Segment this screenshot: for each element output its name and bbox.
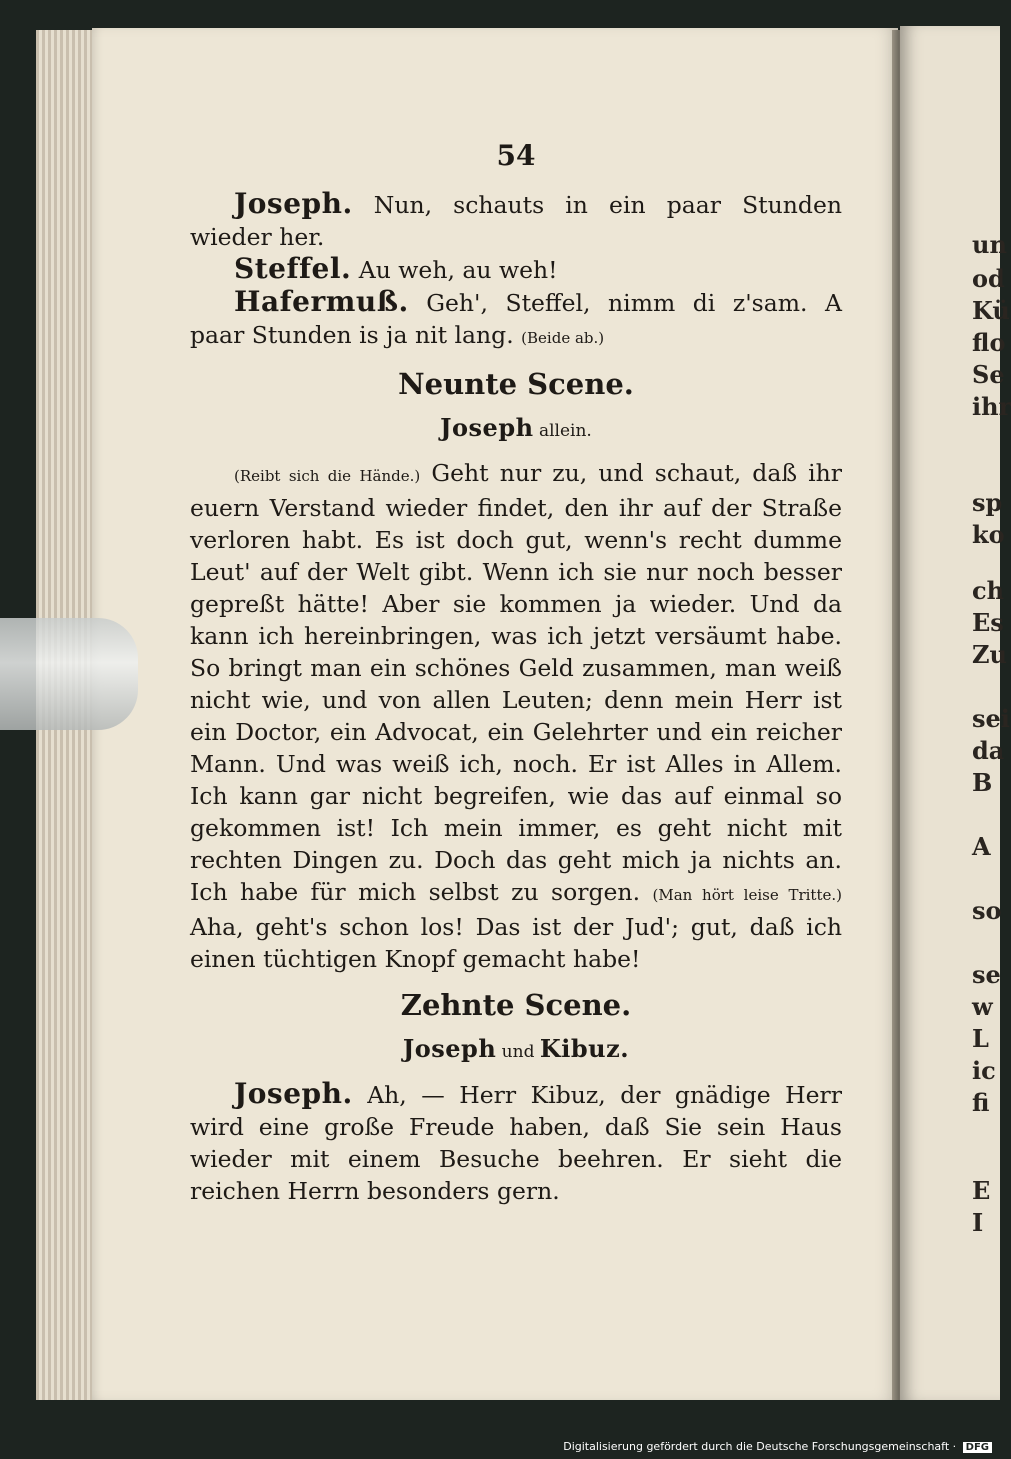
dialogue-line [190,286,842,354]
speaker-name: Joseph. [234,1077,353,1110]
next-page-fragment: sp [972,488,1003,517]
stage-direction: (Reibt sich die Hände.) [234,467,421,485]
next-page-fragment: flo [972,328,1006,357]
next-page-fragment: I [972,1208,984,1237]
dialogue-text: Aha, geht's schon los! Das ist der Jud'; gut, daß ich einen tüchtigen Knopf gemacht habe! [190,913,842,973]
next-page-fragment: se [972,960,1001,989]
dialogue-text: Geh', Steffel, nimm di z'sam. A paar Stunden is ja nit lang. [190,289,842,349]
next-page-fragment: ch [972,576,1005,605]
dialogue-text: Au weh, au weh! [351,256,558,284]
character-note: allein. [533,421,592,441]
dialogue-text: Nun, schauts in ein paar Stunden wieder her. [190,191,842,251]
dfg-logo: DFG [963,1442,992,1453]
next-page-fragment: B [972,768,993,797]
next-page-fragment: A [972,832,991,861]
next-page-fragment: Se [972,360,1005,389]
page-clip [0,618,138,730]
next-page-fragment: ihr [972,392,1011,421]
next-page-fragment: L [972,1024,989,1053]
next-page-fragment: so [972,896,1002,925]
next-page-margin [900,26,1011,1400]
dialogue-line [190,188,842,253]
next-page-fragment: Es [972,608,1004,637]
next-page-fragment: un [972,230,1007,259]
next-page-fragment: ic [972,1056,996,1085]
dialogue-text: Ah, — Herr Kibuz, der gnädige Herr wird eine große Freude haben, daß Sie sein Haus wieder mit einem Besuche beehren. Er sieht die reichen Herrn besonders gern. [190,1081,842,1205]
credit-text: Digitalisierung gefördert durch die Deutsche Forschungsgemeinschaft [563,1440,950,1453]
dialogue-text: Geht nur zu, und schaut, daß ihr euern Verstand wieder findet, den ihr auf der Straße verloren habt. Es ist doch gut, wenn's recht dumme Leut' auf der Welt gibt. Wenn ich sie nur noch besser gepreßt hätte! Aber sie kommen ja wieder. Und da kann ich hereinbringen, was ich jetzt versäumt habe. So bringt man ein schönes Geld zusammen, man weiß nicht wie, und von allen Leuten; denn mein Herr ist ein Doctor, ein Advocat, ein Gelehrter und ein reicher Mann. Und was weiß ich, noch. Er ist Alles in Allem. Ich kann gar nicht begreifen, wie das auf einmal so gekommen ist! Ich mein immer, es geht nicht mit rechten Dingen zu. Doch das geht mich ja nichts an. Ich habe für mich selbst zu sorgen. [190,459,843,906]
character-name: Joseph [440,413,534,442]
dialogue-line [190,253,842,286]
speaker-name: Steffel. [234,252,352,285]
next-page-fragment: Zu [972,640,1007,669]
speaker-name: Joseph. [234,187,353,220]
page-number: 54 [496,139,536,172]
scene-characters [190,1033,842,1068]
next-page-fragment: Kü [972,296,1010,325]
next-page-fragment: ko [972,520,1005,549]
digitization-credit: Digitalisierung gefördert durch die Deutsche Forschungsgemeinschaft · DFG [563,1440,992,1453]
next-page-fragment: w [972,992,993,1021]
next-page-fragment: od [972,264,1005,293]
page-text [190,140,842,1207]
scene-characters [190,412,842,447]
character-name: Kibuz. [539,1034,630,1063]
stage-direction: (Man hört leise Tritte.) [652,886,842,904]
scene-heading: Neunte Scene. [398,367,634,401]
scene-heading: Zehnte Scene. [400,988,632,1022]
next-page-fragment: sei [972,704,1010,733]
character-name: Joseph [402,1034,497,1063]
dialogue-line [190,1078,842,1207]
dialogue-line [190,457,842,975]
character-connector: und [496,1042,540,1062]
next-page-fragment: fi [972,1088,990,1117]
next-page-fragment: E [972,1176,991,1205]
next-page-fragment: da [972,736,1005,765]
speaker-name: Hafermuß. [234,285,409,318]
stage-direction: (Beide ab.) [521,329,605,347]
